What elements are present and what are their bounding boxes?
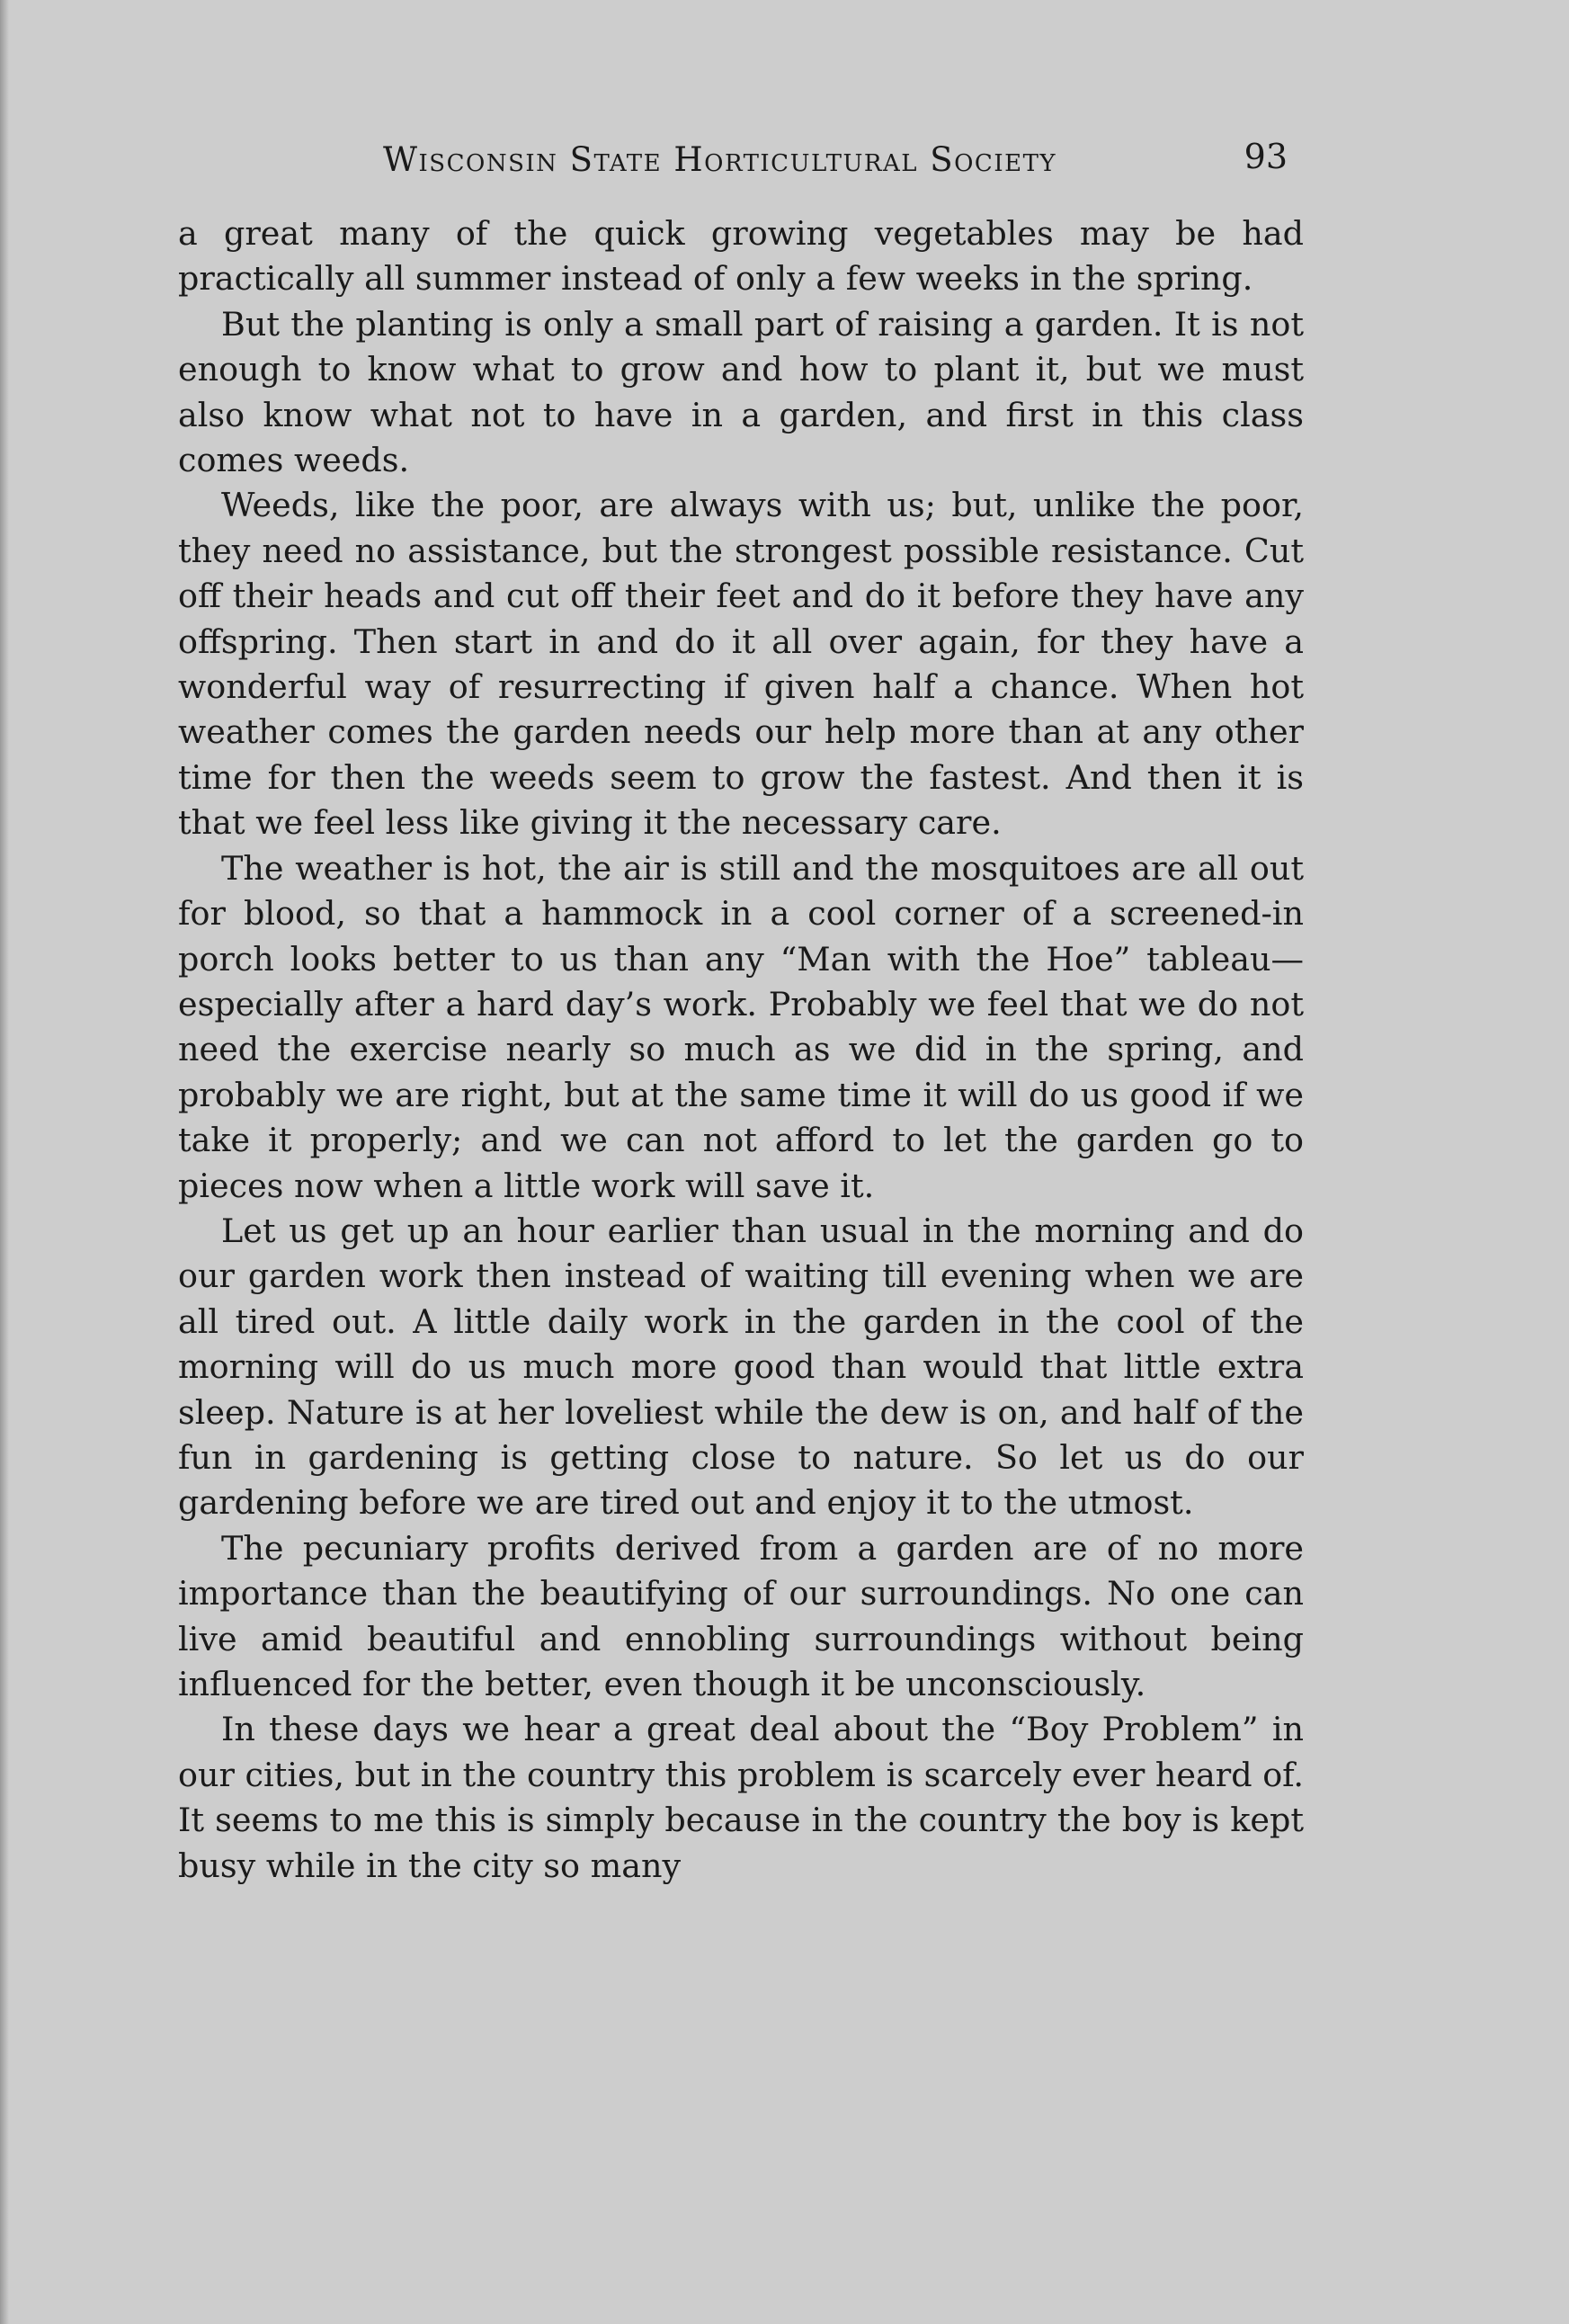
paragraph: In these days we hear a great deal about the “Boy Problem” in our cities, but in the country this problem is scarcely ever heard of. It seems to me this is simply because in the country the boy is kept busy while in the city so many (178, 1710, 1304, 1885)
body-text (178, 211, 1304, 1889)
paragraph: But the planting is only a small part of raising a garden. It is not enough to know what to grow and how to plant it, but we must also know what not to have in a garden, and first in this class comes weeds. (178, 304, 1304, 480)
page-binding-edge (0, 0, 9, 2324)
paragraph: The weather is hot, the air is still and the mosquitoes are all out for blood, so that a hammock in a cool corner of a screened-in porch looks better to us than any “Man with the Hoe” tableau—especially after a hard day’s work. Probably we feel that we do not need the exercise nearly so much as we did in the spring, and probably we are right, but at the same time it will do us good if we take it properly; and we can not afford to let the garden go to pieces now when a little work will save it. (178, 848, 1304, 1205)
paragraph: Let us get up an hour earlier than usual in the morning and do our garden work then instead of waiting till evening when we are all tired out. A little daily work in the garden in the cool of the morning will do us much more good than would that little extra sleep. Nature is at her loveliest while the dew is on, and half of the fun in gardening is getting close to nature. So let us do our gardening before we are tired out and enjoy it to the utmost. (178, 1211, 1304, 1523)
running-header (178, 137, 1304, 191)
paragraph: Weeds, like the poor, are always with us; but, unlike the poor, they need no assistance, but the strongest possible resistance. Cut off their heads and cut off their feet and do it before they have any offspring. Then start in and do it all over again, for they have a wonderful way of resurrecting if given half a chance. When hot weather comes the garden needs our help more than at any other time for then the weeds seem to grow the fastest. And then it is that we feel less like giving it the necessary care. (178, 486, 1304, 843)
paragraph: The pecuniary profits derived from a garden are of no more importance than the beautifying of our surroundings. No one can live amid beautiful and ennobling surroundings without being influenced for the better, even though it be unconsciously. (178, 1528, 1304, 1703)
running-title: Wisconsin State Horticultural Society (383, 140, 1057, 179)
paragraph-continued: a great many of the quick growing vegetables may be had practically all summer instead of only a few weeks in the spring. (178, 214, 1304, 299)
page-number: 93 (1244, 137, 1288, 176)
